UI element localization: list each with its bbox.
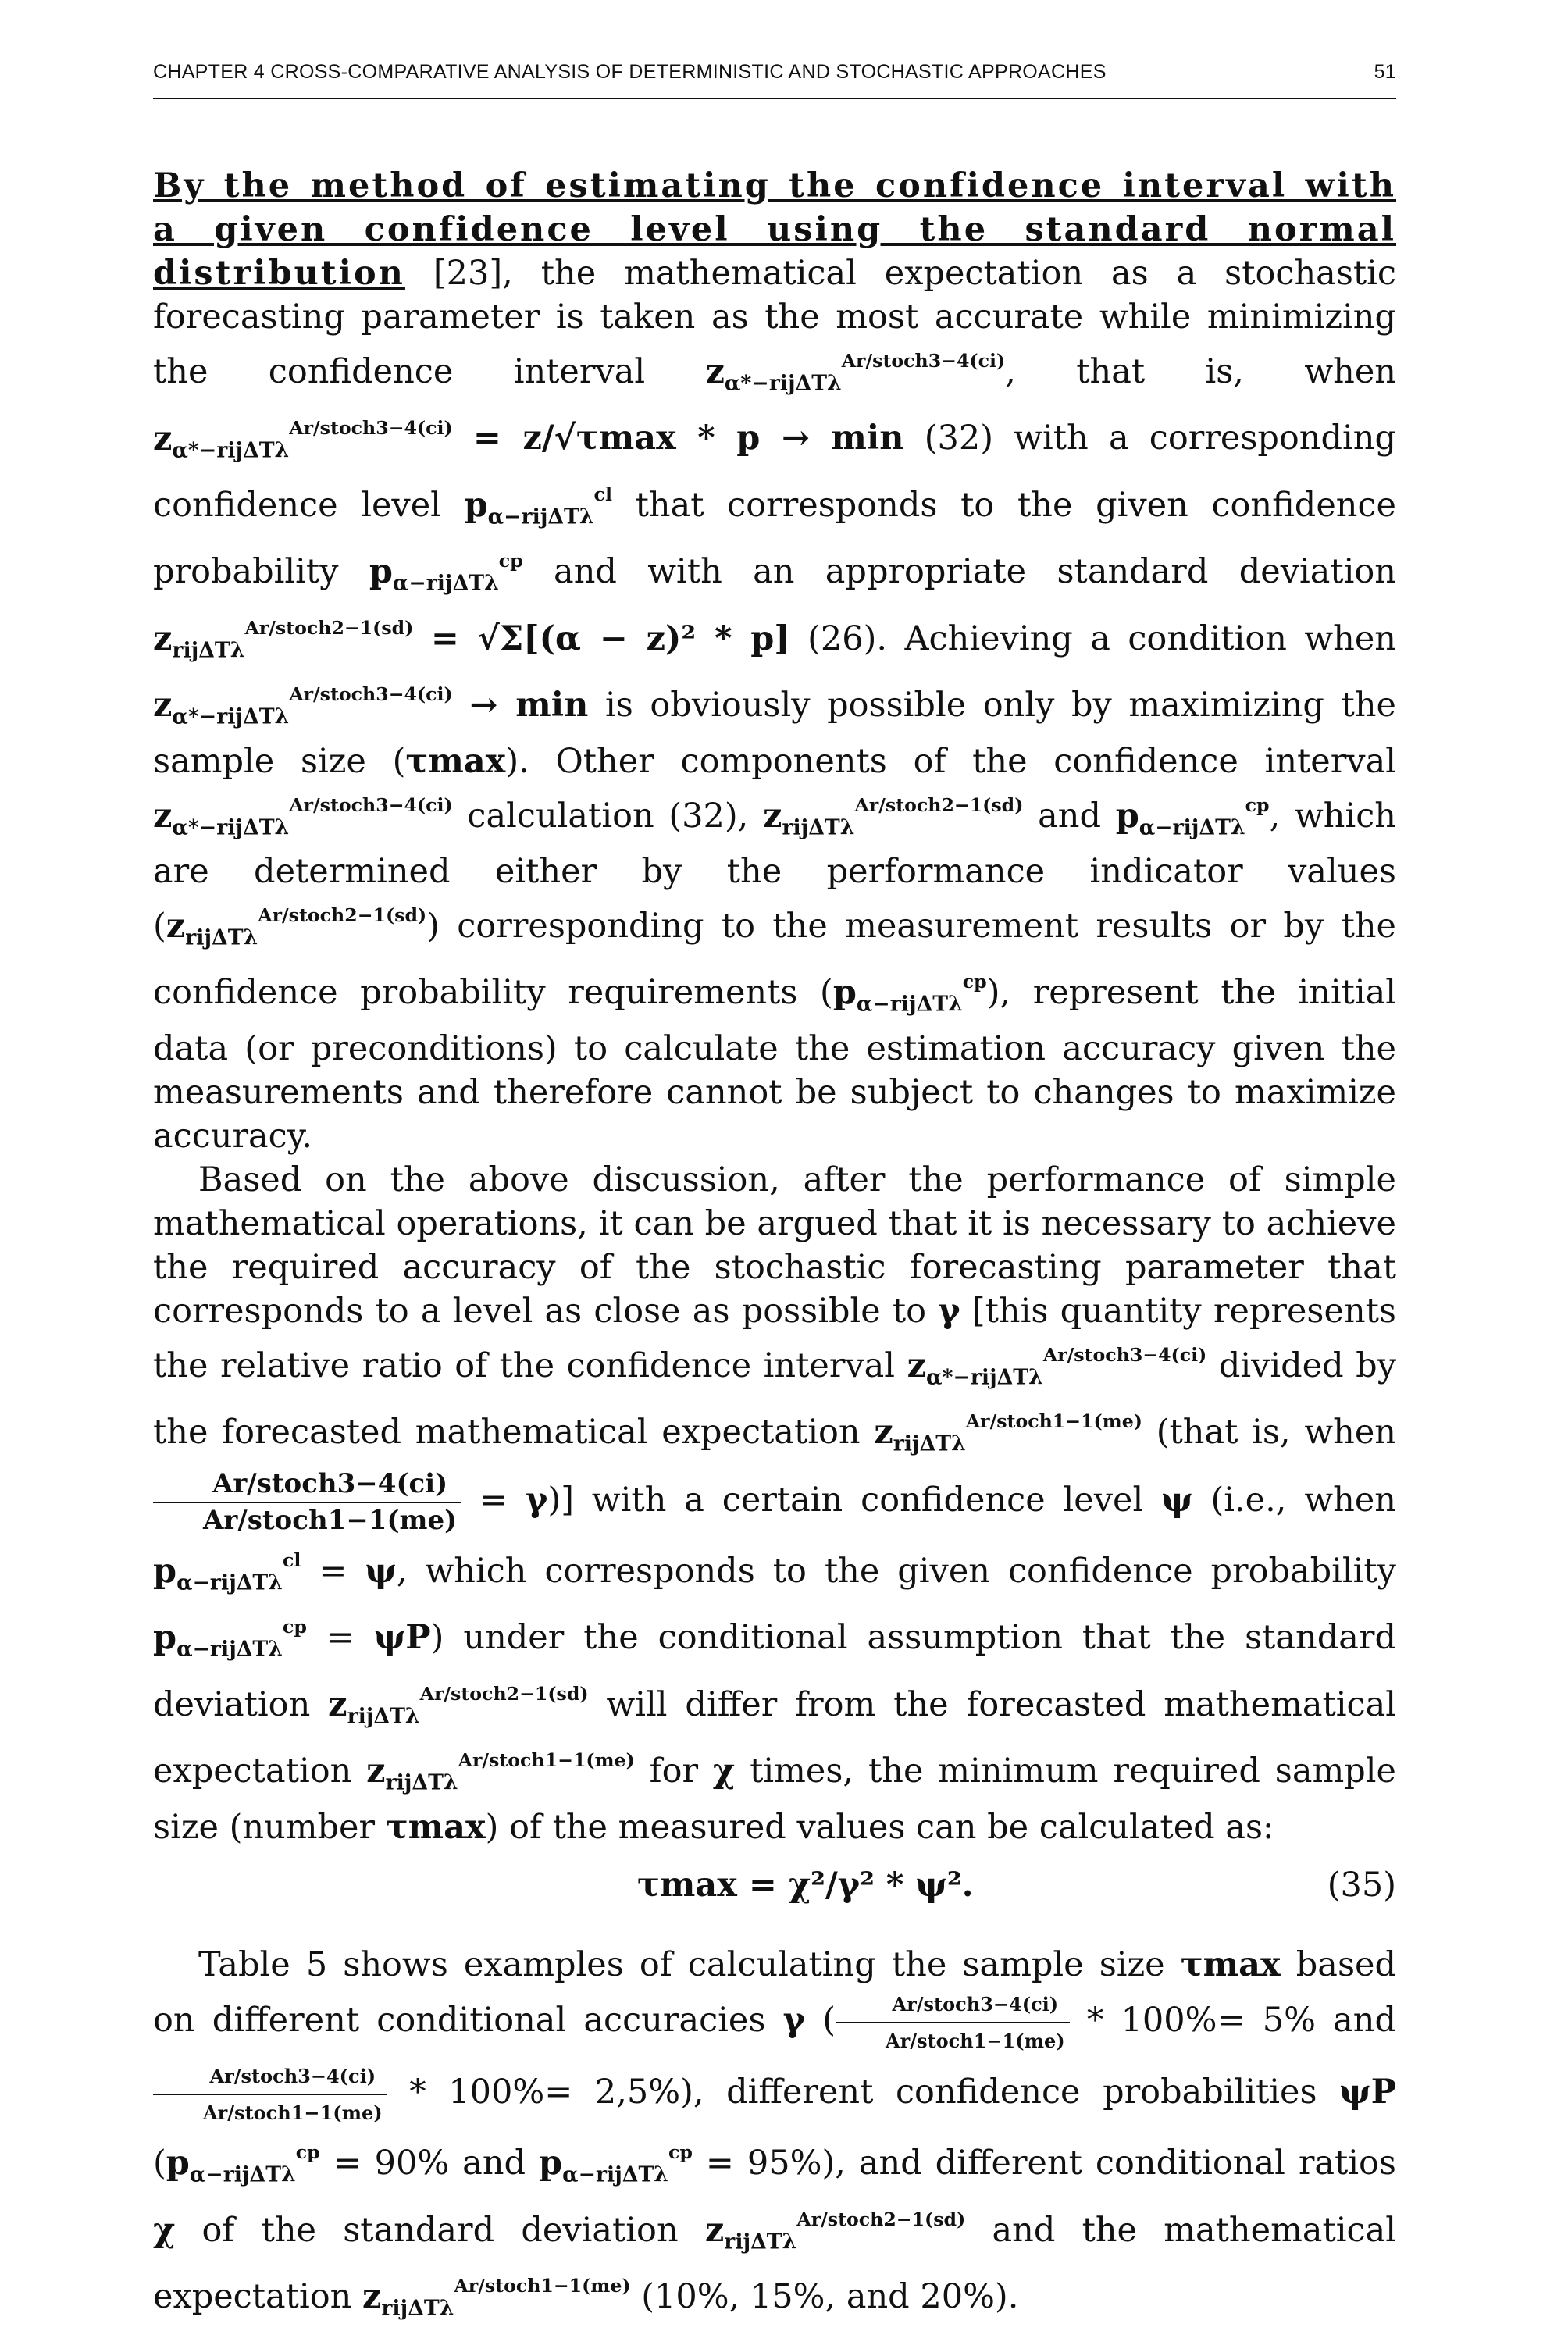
page-number: 51 [1374,61,1396,83]
z-sd-symbol: $z_{rij\Delta T\lambda}^{Ar/stoch2-1(sd)}$ [328,1682,589,1729]
text: (i.e., when [1192,1480,1396,1520]
method-title: By the method of estimating the confidence interval with a given confidence level using the standard normal distribution [153,166,1396,293]
paragraph-1 [153,164,1396,1158]
text: and the mathematical expectation [153,2210,1396,2317]
tau-max-symbol: τmax [385,1807,486,1847]
equation-26: = √Σ[(α − z)² * p] [430,618,790,658]
text: of the standard deviation [175,2210,705,2250]
text: is obviously possible only by maximizing the sample size ( [153,686,1396,781]
equation-32: = z/√τmax * p → min [472,419,904,458]
text: ( [153,2144,166,2183]
text: [23], the mathematical expectation as a stochastic forecasting parameter is taken as the most accurate while minimizing the confidence interval [153,254,1396,392]
text: = 90% and [319,2144,540,2183]
psi-p-symbol: ψP [373,1618,431,1658]
text: divided by the forecasted mathematical expectation [153,1345,1396,1452]
p-cp-symbol: $p_{\alpha-rij\Delta T\lambda}^{cp}$ [539,2141,693,2187]
gamma-symbol: γ [938,1291,960,1331]
gamma-symbol: γ [526,1480,548,1520]
text: (32) with a corresponding confidence level [153,419,1397,525]
header-rule [153,98,1396,99]
text: * 100%= 5% and [1069,2000,1396,2040]
text: ) of the measured values can be calculated as: [485,1807,1274,1847]
page-body [153,164,1396,2331]
z-sd-symbol: $z_{rij\Delta T\lambda}^{Ar/stoch2-1(sd)}$ [153,616,414,663]
z-me-symbol: $z_{rij\Delta T\lambda}^{Ar/stoch1-1(me)}$ [366,1749,635,1795]
text: , which corresponds to the given confidence probability [396,1552,1396,1591]
text: ) corresponding to the measurement results or by the confidence probability requirements ( [153,907,1396,1013]
text: ), represent the initial data (or preconditions) to calculate the estimation accuracy given the measurements and therefore cannot be subject to changes to maximize accuracy. [153,973,1396,1156]
z-sd-symbol: $z_{rij\Delta T\lambda}^{Ar/stoch2-1(sd)}$ [763,793,1024,839]
equation-35 [153,1860,1396,1915]
text: times, the minimum required sample size (number [153,1752,1396,1847]
text: and [1023,796,1116,836]
paragraph-2 [153,1158,1396,1849]
equation-35-number: (35) [1327,1865,1396,1905]
p-cp-symbol: $p_{\alpha-rij\Delta T\lambda}^{cp}$ [166,2141,320,2187]
text: [this quantity represents the relative ratio of the confidence interval [153,1291,1396,1385]
text: and with an appropriate standard deviation [522,552,1396,592]
fraction-numerator: Ar/stoch3−4(ci) [836,1987,1070,2023]
text: ) under the conditional assumption that the standard deviation [153,1618,1396,1724]
text: for [634,1752,713,1791]
text: based on different conditional accuracies [153,1944,1396,2040]
running-header [153,61,1396,84]
chi-symbol: χ [712,1752,736,1791]
text: = [461,1480,526,1520]
z-ci-symbol: $z_{\alpha*-rij\Delta T\lambda}^{Ar/stoch3-4(ci)}$ [153,793,453,839]
text: )] with a certain confidence level [547,1480,1162,1520]
arrow-min: → min [469,686,589,725]
paragraph-3 [153,1943,1396,2331]
text: , that is, when [1005,352,1396,392]
psi-symbol: ψ [365,1552,397,1591]
z-ci-symbol: $z_{\alpha*-rij\Delta T\lambda}^{Ar/stoch3-4(ci)}$ [153,683,453,729]
ratio-fraction [836,1987,1070,2058]
text: = [301,1552,365,1591]
gamma-symbol: γ [782,2000,806,2040]
p-cp-symbol: $p_{\alpha-rij\Delta T\lambda}^{cp}$ [832,971,987,1017]
fraction-numerator: Ar/stoch3−4(ci) [153,1467,461,1503]
equation-35-expression: τmax = χ²/γ² * ψ². [637,1865,974,1905]
text: (10%, 15%, and 20%). [630,2277,1019,2317]
text: calculation (32), [452,796,764,836]
text: * 100%= 2,5%), different confidence probabilities [387,2073,1340,2112]
tau-max-symbol: τmax [1180,1944,1281,1984]
p-cp-symbol: $p_{\alpha-rij\Delta T\lambda}^{cp}$ [1115,793,1270,839]
p-cp-symbol: $p_{\alpha-rij\Delta T\lambda}^{cp}$ [153,1616,307,1662]
text: Based on the above discussion, after the performance of simple mathematical operations, it can be argued that it is necessary to achieve the required accuracy of the stochastic forecasting parameter that corresponds to a level as close as possible to [153,1160,1396,1331]
chi-symbol: χ [153,2210,176,2250]
tau-max-symbol: τmax [405,741,506,781]
text: will differ from the forecasted mathematical expectation [153,1684,1396,1791]
z-ci-symbol: $z_{\alpha*-rij\Delta T\lambda}^{Ar/stoch3-4(ci)}$ [705,350,1006,396]
z-sd-symbol: $z_{rij\Delta T\lambda}^{Ar/stoch2-1(sd)}$ [704,2208,966,2254]
fraction-denominator: Ar/stoch1−1(me) [886,2029,1065,2052]
z-sd-symbol: $z_{rij\Delta T\lambda}^{Ar/stoch2-1(sd)}$ [166,904,427,950]
text: that corresponds to the given confidence probability [153,485,1396,592]
p-cl-symbol: $p_{\alpha-rij\Delta T\lambda}^{cl}$ [464,483,612,529]
z-ci-symbol: $z_{\alpha*-rij\Delta T\lambda}^{Ar/stoch3-4(ci)}$ [153,416,453,462]
fraction-denominator: Ar/stoch1−1(me) [203,2101,383,2125]
fraction-denominator: Ar/stoch1−1(me) [203,1504,458,1536]
z-me-symbol: $z_{rij\Delta T\lambda}^{Ar/stoch1-1(me)}$ [362,2275,631,2321]
text: = 95%), and different conditional ratios [692,2144,1396,2183]
text: , which are determined either by the performance indicator values ( [153,796,1396,946]
psi-p-symbol: ψP [1339,2073,1396,2112]
ratio-fraction [153,2058,387,2130]
p-cp-symbol: $p_{\alpha-rij\Delta T\lambda}^{cp}$ [369,550,523,596]
chapter-title: CHAPTER 4 CROSS-COMPARATIVE ANALYSIS OF DETERMINISTIC AND STOCHASTIC APPROACHES [153,61,1107,83]
text: Table 5 shows examples of calculating the sample size [198,1944,1181,1984]
z-me-symbol: $z_{rij\Delta T\lambda}^{Ar/stoch1-1(me)}$ [874,1410,1142,1456]
ratio-fraction [153,1467,461,1538]
text: (that is, when [1142,1413,1396,1452]
fraction-numerator: Ar/stoch3−4(ci) [153,2058,387,2095]
text: = [306,1618,374,1658]
text: (26). Achieving a condition when [789,618,1396,658]
psi-symbol: ψ [1161,1480,1193,1520]
p-cl-symbol: $p_{\alpha-rij\Delta T\lambda}^{cl}$ [153,1549,301,1595]
text: ). Other components of the confidence interval [505,741,1396,781]
z-ci-symbol: $z_{\alpha*-rij\Delta T\lambda}^{Ar/stoch3-4(ci)}$ [907,1343,1207,1390]
text: ( [805,2000,836,2040]
